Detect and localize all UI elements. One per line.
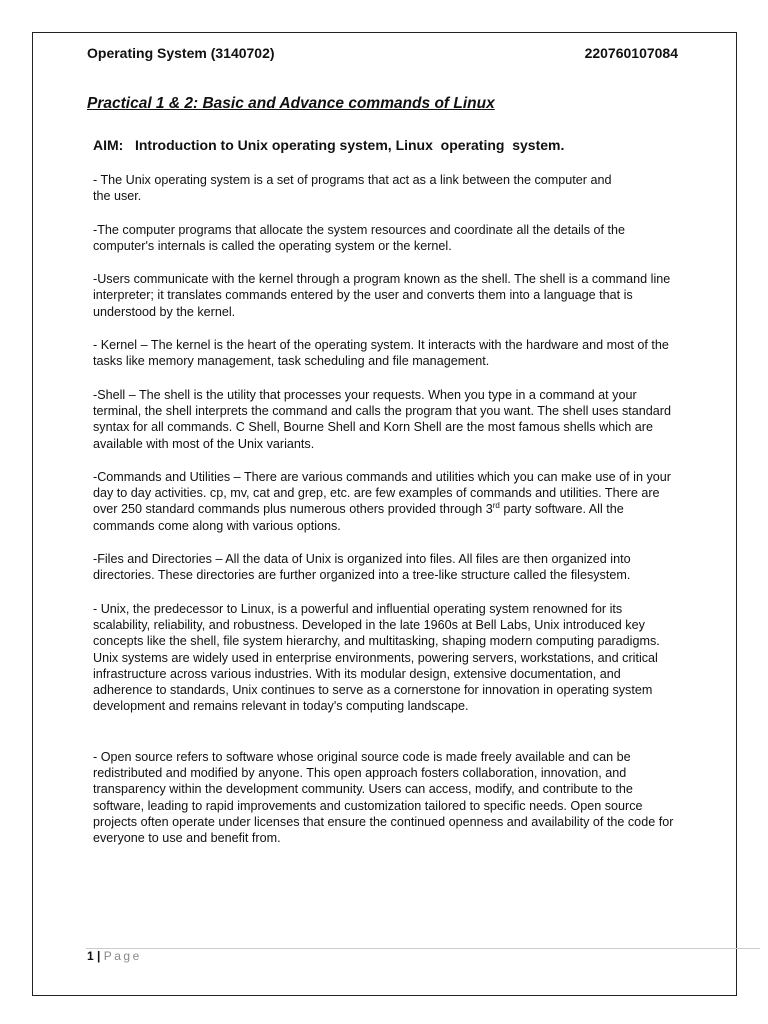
paragraph-commands-text: -Commands and Utilities – There are various commands and utilities which you can make use of in your day to day activities. cp, mv, cat and grep, etc. are few examples of commands and utilities. There are over 250 standard commands plus numerous others provided through 3 <box>93 469 671 517</box>
page-label: Page <box>103 949 142 963</box>
footer-separator: | <box>97 949 101 963</box>
paragraph-commands-utilities <box>93 469 678 534</box>
paragraph-open-source: - Open source refers to software whose original source code is made freely available and can be redistributed and modified by anyone. This open approach fosters collaboration, innovation, and transparency within the development community. Users can access, modify, and contribute to the software, leading to rapid improvements and customization tailored to specific needs. Open source projects often operate under licenses that ensure the continued openness and availability of the code for everyone to use and benefit from. <box>93 749 674 846</box>
paragraph-commands-text-end: party software. All the commands come along with various options. <box>93 502 624 533</box>
header-course: Operating System (3140702) <box>87 45 275 61</box>
aim-statement: AIM: Introduction to Unix operating system, Linux operating system. <box>93 137 565 153</box>
paragraph-kernel-definition: -The computer programs that allocate the system resources and coordinate all the details of the computer's internals is called the operating system or the kernel. <box>93 222 626 253</box>
paragraph-shell-communication: -Users communicate with the kernel through a program known as the shell. The shell is a command line interpreter; it translates commands entered by the user and converts them into a language that is understood by the kernel. <box>93 272 671 319</box>
header-enrollment: 220760107084 <box>584 45 678 61</box>
page-number: 1 <box>87 949 94 963</box>
footer-divider <box>86 948 760 949</box>
paragraph-shell: -Shell – The shell is the utility that processes your requests. When you type in a command at your terminal, the shell interprets the command and calls the program that you want. The shell uses standard syntax for all commands. C Shell, Bourne Shell and Korn Shell are the most famous shells which are available with most of the Unix variants. <box>93 387 671 451</box>
ordinal-superscript: rd <box>492 501 500 511</box>
document-title: Practical 1 & 2: Basic and Advance commands of Linux <box>87 95 495 112</box>
paragraph-unix-intro-line1: - The Unix operating system is a set of programs that act as a link between the computer and <box>93 173 612 187</box>
paragraph-files-directories: -Files and Directories – All the data of Unix is organized into files. All files are then organized into directories. These directories are further organized into a tree-like structure called the filesystem. <box>93 552 631 583</box>
paragraph-unix-intro-line2: the user. <box>93 189 142 204</box>
paragraph-unix-intro <box>93 172 678 205</box>
document-body <box>93 172 678 847</box>
page-footer <box>87 949 142 963</box>
paragraph-unix-history: - Unix, the predecessor to Linux, is a powerful and influential operating system renowned for its scalability, reliability, and robustness. Developed in the late 1960s at Bell Labs, Unix introduced key concepts like the shell, file system hierarchy, and multitasking, shaping modern computing paradigms. Unix systems are widely used in enterprise environments, powering servers, workstations, and critical infrastructure across various industries. With its modular design, extensive documentation, and adherence to standards, Unix continues to serve as a cornerstone for innovation in operating system development and remains relevant in today's computing landscape. <box>93 601 660 714</box>
paragraph-kernel: - Kernel – The kernel is the heart of the operating system. It interacts with the hardware and most of the tasks like memory management, task scheduling and file management. <box>93 338 669 369</box>
